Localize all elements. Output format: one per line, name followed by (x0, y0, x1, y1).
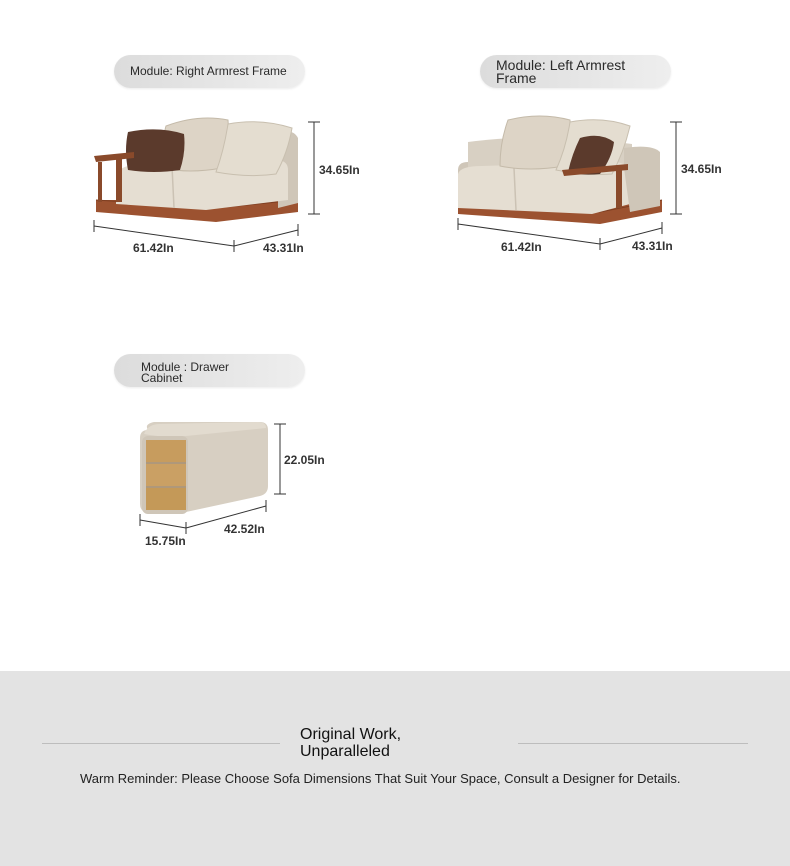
dimension-depth: 42.52In (224, 522, 265, 536)
module-label-right-armrest (114, 55, 305, 88)
module-label-text: Module: Right Armrest Frame (130, 64, 287, 78)
module-label-text-line2: Cabinet (141, 371, 183, 385)
dimension-depth: 43.31In (263, 241, 304, 255)
footer-title (300, 726, 401, 760)
drawer-cabinet-image (134, 416, 304, 546)
footer-rule-left (42, 743, 280, 744)
dimension-width: 61.42In (501, 240, 542, 254)
module-label-text-line2: Frame (496, 70, 537, 86)
dimension-height: 34.65In (319, 163, 360, 177)
footer-title-line1: Original Work, (300, 726, 402, 743)
footer-rule-right (518, 743, 748, 744)
footer-title-line2: Unparalleled (300, 743, 390, 760)
footer-reminder-text: Warm Reminder: Please Choose Sofa Dimensions That Suit Your Space, Consult a Designer for Details. (80, 771, 681, 786)
dimension-width: 61.42In (133, 241, 174, 255)
dimension-height: 34.65In (681, 162, 722, 176)
footer-banner (0, 671, 790, 866)
module-label-text-line1: Module: Left Armrest (496, 57, 626, 73)
module-label-drawer-cabinet (114, 354, 305, 387)
width-dimension-line (140, 520, 186, 528)
right-armrest-sofa-image (88, 108, 338, 258)
module-label-text-line1: Module : Drawer (141, 360, 230, 374)
dimension-height: 22.05In (284, 453, 325, 467)
left-armrest-sofa-image (452, 108, 732, 258)
dimension-width: 15.75In (145, 534, 186, 548)
dimension-depth: 43.31In (632, 239, 673, 253)
module-label-left-armrest (480, 55, 671, 88)
